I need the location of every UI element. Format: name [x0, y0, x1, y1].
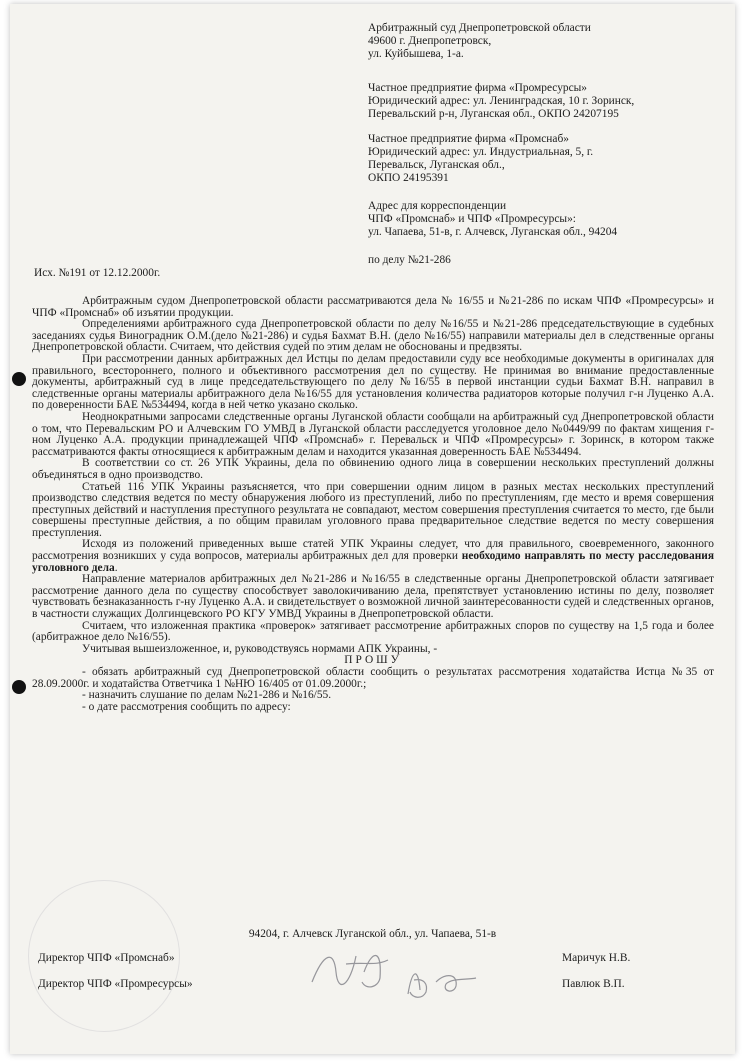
plead-heading: ПРОШУ [344, 654, 402, 667]
paragraph: При рассмотрении данных арбитражных дел Истцы по делам предоставили суду все необходимые документы в оригиналах для правильного, всестороннего, полного и объективного рассмотрения дел по существу. Не принимая во внимание предоставленные документы, арбитражный суд в лице председательствующего по делу №16/55 в первой инстанции судьи Бахмат В.Н. направил в следственные органы материалы арбитражного дела №16/55 для установления количества радиаторов которые получил г-н Луценко А.А. по доверенности БАЕ №534494, когда в ней четко указано сколько. [32, 352, 714, 412]
signature-title: Директор ЧПФ «Промресурсы» [38, 978, 193, 990]
paragraph: Арбитражным судом Днепропетровской области рассматриваются дела № 16/55 и №21-286 по искам ЧПФ «Промресурсы» и ЧПФ «Промснаб» об изъятии продукции. [32, 295, 714, 319]
plaintiff-line: Юридический адрес: ул. Ленинградская, 10 г. Зоринск, [368, 95, 635, 107]
addressee-court [368, 22, 730, 61]
addressee-correspondence [368, 200, 730, 239]
letter-body [32, 296, 714, 713]
document-page [10, 4, 735, 1054]
paragraph-with-emphasis [32, 539, 714, 574]
paragraph: Неоднократными запросами следственные органы Луганской области сообщали на арбитражный суд Днепропетровской области о том, что Перевальским РО и Алчевским ГО УМВД в Луганской области расследуется уголовное дело №0449/99 по фактам хищения г-ном Луценко А.А. продукции принадлежащей ЧПФ «Промснаб» г. Перевальск и ЧПФ «Промресурсы» г. Зоринск, в котором также рассматриваются факты относящиеся к арбитражным делам и находится указанная доверенность БАЕ №534494. [32, 410, 714, 458]
punch-hole-top [12, 372, 26, 386]
request-item: - обязать арбитражный суд Днепропетровской области сообщить о результатах рассмотрения ходатайства Истца №35 от 28.09.2000г. и ходатайства Ответчика 1 №НЮ 16/405 от 01.09.2000г.; [32, 666, 714, 690]
addressee-plaintiff [368, 82, 730, 121]
paragraph: Определениями арбитражного суда Днепропетровской области по делу №16/55 и №21-286 председательствующие в судебных заседаниях судья Виноградник О.М.(дело №21-286) и судья Бахмат В.Н. (дело №16/55) направили материалы дел в следственные органы Днепропетровской области. Считаем, что действия судей по этим делам не обоснованы и предвзяты. [32, 318, 714, 354]
paragraph: В соответствии со ст. 26 УПК Украины, дела по обвинению одного лица в совершении нескольких преступлений должны объединяться в одно производство. [32, 457, 714, 481]
text-run: . [114, 561, 118, 574]
correspondence-line: ЧПФ «Промснаб» и ЧПФ «Промресурсы»: [368, 213, 576, 225]
signature-name: Маричук Н.В. [562, 952, 631, 964]
correspondence-line: Адрес для корреспонденции [368, 200, 507, 212]
plaintiff-line: Перевальский р-н, Луганская обл., ОКПО 24207195 [368, 108, 619, 120]
signature-name: Павлюк В.П. [562, 978, 625, 990]
court-line: 49600 г. Днепропетровск, [368, 35, 492, 47]
defendant-line: ОКПО 24195391 [368, 172, 449, 184]
paragraph: Статьей 116 УПК Украины разъясняется, что при совершении одним лицом в разных местах нескольких преступлений производство следствия ведется по месту обнаружения любого из преступлений, либо по преступлениям, где место и время совершения преступных действий и наступления преступного результата не совпадают, местом совершения преступления считается то место, где были совершены преступные действия, а по общим правилам уголовного права предварительное следствие ведется по месту совершения преступления. [32, 480, 714, 539]
defendant-line: Юридический адрес: ул. Индустриальная, 5, г. [368, 146, 594, 158]
outgoing-number: Исх. №191 от 12.12.2000г. [34, 267, 161, 279]
defendant-line: Перевальск, Луганская обл., [368, 159, 505, 171]
correspondence-line: ул. Чапаева, 51-в, г. Алчевск, Луганская обл., 94204 [368, 226, 618, 238]
handwritten-signature-2 [402, 960, 482, 1004]
handwritten-signature-1 [306, 942, 416, 994]
paragraph: Считаем, что изложенная практика «проверок» затягивает рассмотрение арбитражных споров по существу на 1,5 года и более (арбитражное дело №16/55). [32, 619, 714, 644]
emphasis-text: необходимо направлять по месту расследования уголовного дела [32, 550, 714, 574]
request-item: - назначить слушание по делам №21-286 и №16/55. [82, 689, 332, 702]
case-reference: по делу №21-286 [368, 254, 451, 266]
court-line: Арбитражный суд Днепропетровской области [368, 22, 591, 34]
paragraph: Учитывая вышеизложенное, и, руководствуясь нормами АПК Украины, - [82, 642, 438, 655]
request-item: - о дате рассмотрения сообщить по адресу: [82, 700, 291, 713]
signature-title: Директор ЧПФ «Промснаб» [38, 952, 175, 964]
addressee-defendant [368, 133, 730, 185]
reply-address: 94204, г. Алчевск Луганской обл., ул. Чапаева, 51-в [248, 928, 497, 940]
plaintiff-line: Частное предприятие фирма «Промресурсы» [368, 82, 587, 94]
paragraph: Направление материалов арбитражных дел №21-286 и №16/55 в следственные органы Днепропетровской области затягивает рассмотрение данного дела по существу способствует заволокичиванию дела, препятствует установлению истины по делу, позволяет чувствовать безнаказанность г-ну Луценко А.А. и свидетельствует о возможной личной заинтересованности судей и следственных органов, в частности служащих Долгинцевского РО КГУ УМВД Украины в Днепропетровской области. [32, 573, 714, 621]
defendant-line: Частное предприятие фирма «Промснаб» [368, 133, 569, 145]
punch-hole-bottom [12, 680, 26, 694]
court-line: ул. Куйбышева, 1-а. [368, 48, 464, 60]
text-run: Исходя из положений приведенных выше статей УПК Украины следует, что для правильного, своевременного, законного рассмотрения возникших у суда вопросов, материалы арбитражных дел для проверки [32, 538, 714, 563]
